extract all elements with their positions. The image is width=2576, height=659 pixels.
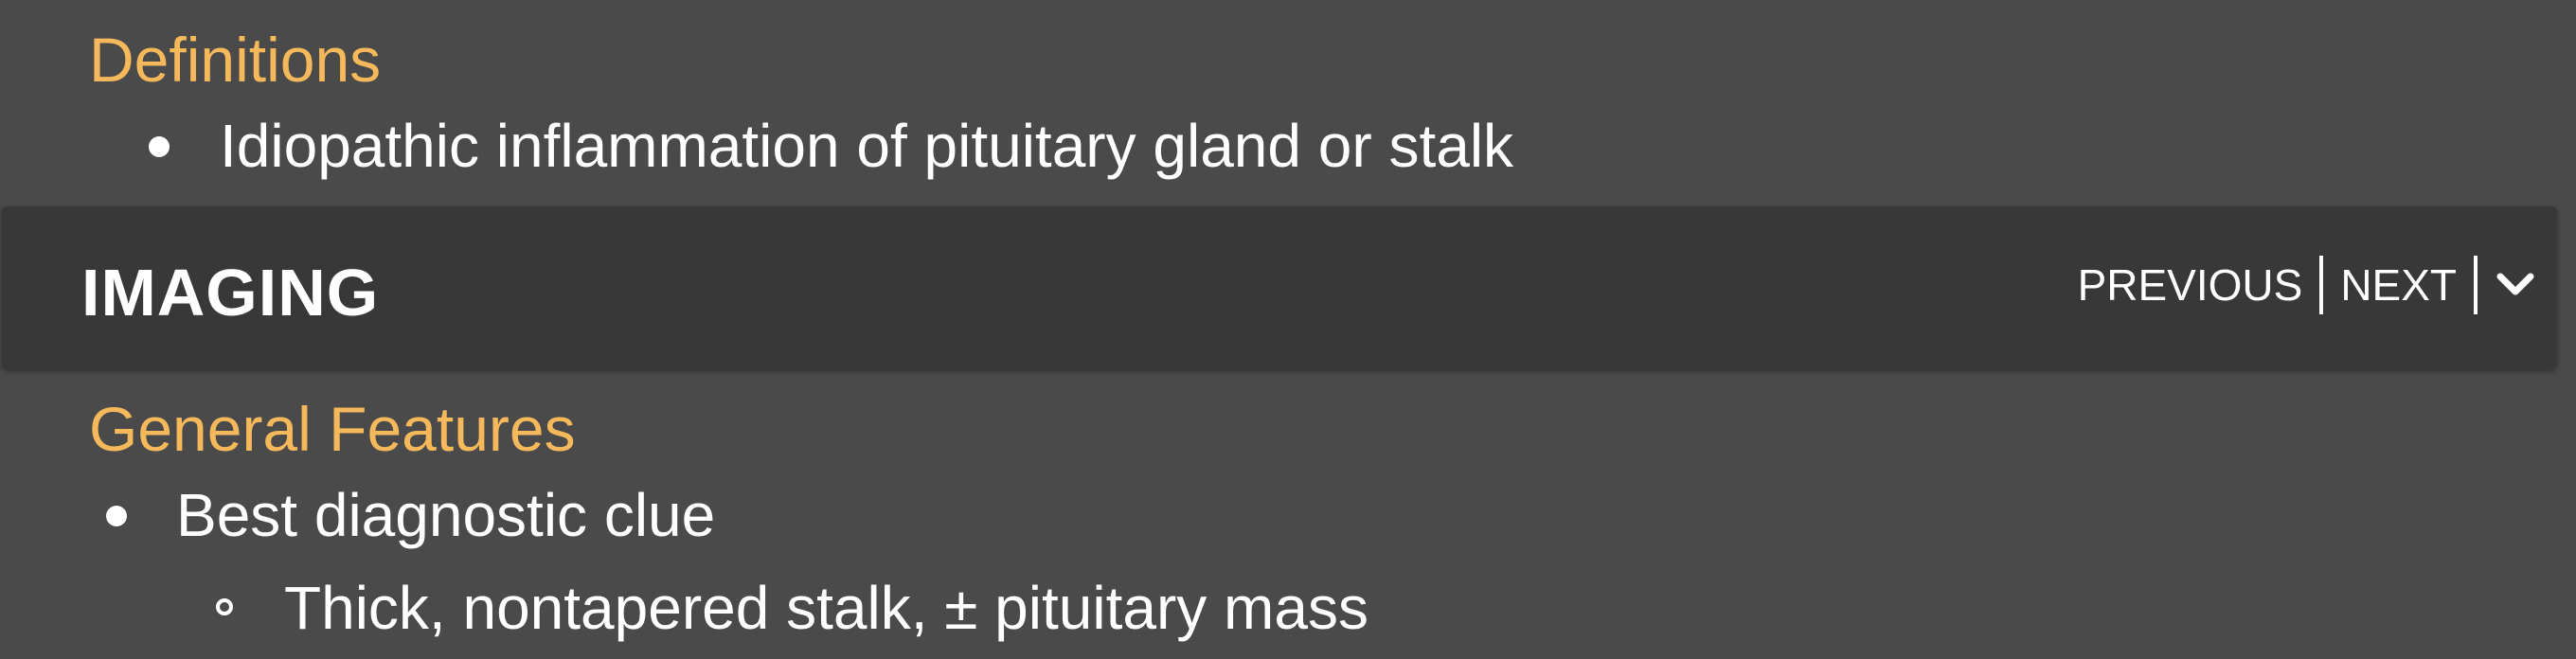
feature-text: Best diagnostic clue bbox=[176, 481, 716, 549]
nav-divider bbox=[2474, 256, 2478, 314]
sub-bullet-icon bbox=[216, 598, 233, 615]
section-nav bbox=[2078, 252, 2536, 318]
section-title: IMAGING bbox=[81, 256, 380, 330]
previous-link[interactable]: PREVIOUS bbox=[2077, 260, 2303, 310]
definition-text: Idiopathic inflammation of pituitary gland or stalk bbox=[220, 112, 1514, 180]
feature-subtext: Thick, nontapered stalk, ± pituitary mass bbox=[284, 574, 1368, 642]
bullet-icon bbox=[106, 506, 127, 526]
next-link[interactable]: NEXT bbox=[2340, 260, 2457, 310]
bullet-icon bbox=[149, 136, 170, 157]
nav-divider bbox=[2319, 256, 2323, 314]
chevron-down-icon[interactable] bbox=[2495, 264, 2536, 306]
section-header-imaging bbox=[2, 206, 2557, 369]
definitions-heading: Definitions bbox=[89, 25, 382, 95]
general-features-heading: General Features bbox=[89, 394, 576, 464]
